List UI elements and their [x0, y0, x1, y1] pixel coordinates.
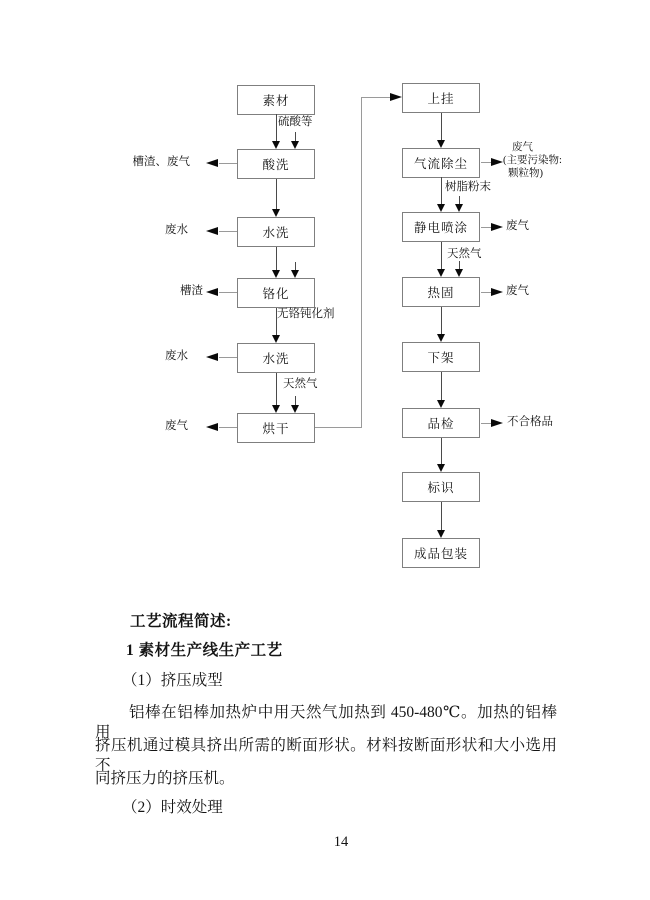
arrow-down-icon: [272, 179, 281, 217]
arrow-left-icon: [206, 353, 218, 361]
arrow-right-icon: [491, 288, 503, 296]
flow-box-product-packaging: 成品包装: [402, 538, 480, 568]
subsection-title: 1 素材生产线生产工艺: [126, 642, 283, 659]
list-item-2: （2）时效处理: [122, 799, 223, 816]
flow-box-acid-wash: 酸洗: [237, 149, 315, 179]
connector-line: [361, 97, 362, 428]
input-label-sulfuric-acid: 硫酸等: [278, 116, 313, 128]
arrow-right-icon: [491, 419, 503, 427]
output-line: [219, 427, 237, 428]
output-label-slag-waste-gas: 槽渣、废气: [132, 156, 190, 168]
input-arrow-down-icon: [455, 261, 464, 277]
paragraph-line: 挤压机通过模具挤出所需的断面形状。材料按断面形状和大小选用不: [95, 737, 557, 774]
flow-box-drying: 烘干: [237, 413, 315, 443]
output-label-waste-gas: 废气: [506, 220, 529, 232]
section-heading: 工艺流程简述:: [130, 613, 232, 630]
output-label-waste-water: 废水: [165, 350, 188, 362]
input-arrow-down-icon: [291, 262, 300, 278]
list-item-1: （1）挤压成型: [122, 672, 223, 689]
input-label-natural-gas: 天然气: [447, 248, 482, 260]
output-label-line: (主要污染物:: [503, 155, 562, 166]
output-label-line: 颗粒物): [508, 168, 543, 179]
arrow-down-icon: [437, 242, 446, 277]
input-arrow-down-icon: [291, 396, 300, 413]
flow-box-take-down: 下架: [402, 342, 480, 372]
output-label-waste-gas: 废气: [165, 420, 188, 432]
flow-box-chromating: 铬化: [237, 278, 315, 308]
page-number: 14: [333, 834, 349, 850]
arrow-down-icon: [437, 113, 446, 148]
arrow-down-icon: [272, 373, 281, 413]
flow-box-water-wash-2: 水洗: [237, 343, 315, 373]
flow-box-quality-inspection: 品检: [402, 408, 480, 438]
flow-box-water-wash-1: 水洗: [237, 217, 315, 247]
input-label-resin-powder: 树脂粉末: [445, 181, 491, 193]
output-label-dedusting-waste-gas: [503, 141, 562, 180]
flow-box-labeling: 标识: [402, 472, 480, 502]
arrow-down-icon: [437, 502, 446, 538]
arrow-left-icon: [206, 288, 218, 296]
arrow-down-icon: [437, 438, 446, 472]
output-line: [219, 357, 237, 358]
input-label-natural-gas: 天然气: [283, 378, 318, 390]
output-label-slag: 槽渣: [180, 285, 203, 297]
output-label-defective-products: 不合格品: [507, 416, 553, 428]
input-arrow-down-icon: [291, 132, 300, 149]
output-label-waste-gas: 废气: [506, 285, 529, 297]
arrow-down-icon: [437, 372, 446, 408]
output-label-waste-water: 废水: [165, 224, 188, 236]
connector-line: [315, 427, 362, 428]
output-line: [219, 163, 237, 164]
arrow-left-icon: [206, 227, 218, 235]
flow-box-raw-material: 素材: [237, 85, 315, 115]
flow-box-electrostatic-spraying: 静电喷涂: [402, 212, 480, 242]
flow-box-hang-up: 上挂: [402, 83, 480, 113]
arrow-right-icon: [390, 93, 402, 101]
arrow-left-icon: [206, 423, 218, 431]
flow-box-airflow-dedusting: 气流除尘: [402, 148, 480, 178]
arrow-down-icon: [272, 247, 281, 278]
input-label-passivator: 无铬钝化剂: [277, 308, 335, 320]
connector-line: [362, 97, 391, 98]
output-line: [219, 231, 237, 232]
arrow-left-icon: [206, 159, 218, 167]
paragraph-line: 同挤压力的挤压机。: [95, 770, 235, 787]
arrow-down-icon: [437, 307, 446, 342]
flow-box-heat-curing: 热固: [402, 277, 480, 307]
input-arrow-down-icon: [455, 196, 464, 212]
paragraph-line: 铝棒在铝棒加热炉中用天然气加热到 450-480℃。加热的铝棒用: [95, 704, 557, 741]
output-label-line: 废气: [512, 142, 533, 153]
output-line: [219, 292, 237, 293]
arrow-right-icon: [491, 158, 503, 166]
arrow-right-icon: [491, 223, 503, 231]
